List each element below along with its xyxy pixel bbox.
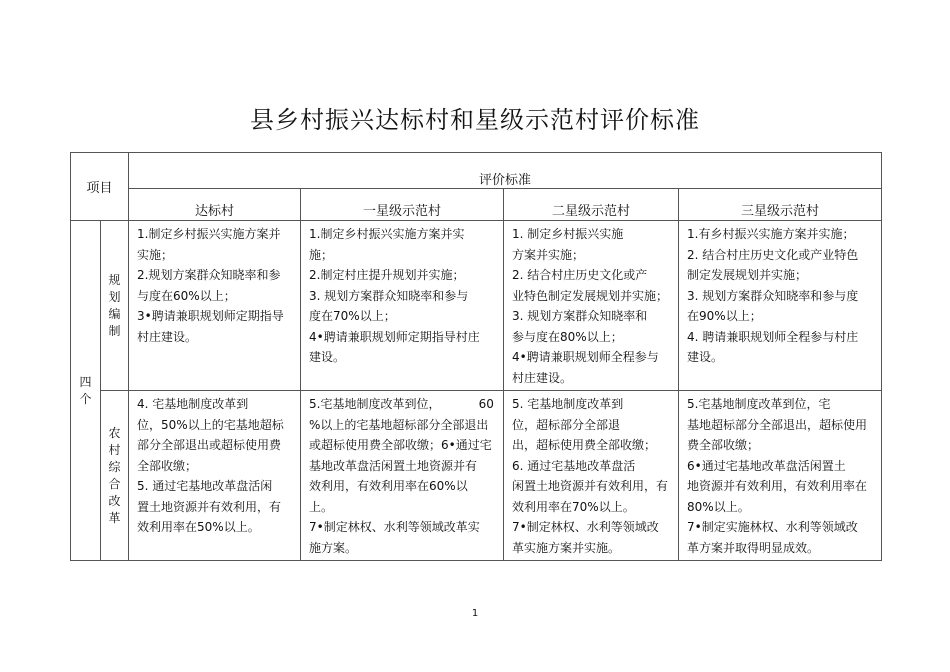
table-row: [71, 221, 882, 391]
row-label-cell: [101, 221, 129, 391]
cell-line: 4. 聘请兼职规划师全程参与村庄: [687, 329, 859, 344]
cell-line: 2.制定村庄提升规划并实施；: [309, 268, 465, 282]
cell-line: 部分全部退出或超标使用费: [137, 438, 282, 452]
cell-reform-basic: [129, 391, 301, 561]
cell-line: 80%以上。: [687, 499, 750, 514]
cell-line: 效利用率在50%以上。: [137, 520, 260, 534]
cell-line: 6•通过宅基地改革盘活闲置土: [687, 458, 846, 473]
cell-planning-two-star: [504, 221, 679, 391]
cell-line: 村庄建设。: [512, 370, 573, 385]
cell-line: 与度在60%以上；: [137, 288, 236, 303]
cell-line: 革实施方案并实施。: [512, 540, 621, 555]
cell-line: 建设。: [687, 350, 724, 364]
cell-line: 1. 制定乡村振兴实施: [512, 227, 624, 241]
cell-line: 3. 规划方案群众知晓率和: [512, 309, 648, 323]
cell-reform-one-star: [301, 391, 504, 561]
cell-reform-two-star: [504, 391, 679, 561]
cell-line: 出，超标使用费全部收缴；: [512, 438, 657, 452]
cell-line: 1.制定乡村振兴实施方案并: [137, 227, 281, 241]
group-label-cell: [71, 221, 101, 561]
cell-line: 闲置土地资源并有效利用，有: [512, 479, 669, 493]
cell-line: 2.规划方案群众知晓率和参: [137, 268, 281, 282]
cell-line: 施方案。: [309, 540, 358, 555]
table-row: [71, 391, 882, 561]
cell-line: 效利用率在70%以上。: [512, 499, 635, 514]
cell-line: 村庄建设。: [137, 329, 198, 344]
cell-line: 4•聘请兼职规划师全程参与: [512, 350, 659, 364]
cell-line: 3•聘请兼职规划师定期指导: [137, 309, 284, 323]
cell-line: 效利用，有效利用率在60%以: [309, 479, 468, 493]
row-label-planning: 规划编制: [108, 272, 121, 338]
cell-line: 施；: [309, 247, 334, 262]
cell-line: 2. 结合村庄历史文化或产: [512, 268, 648, 282]
row-label-cell: [101, 391, 129, 561]
header-level-one-star: 一星级示范村: [301, 189, 504, 221]
cell-line: 位，超标部分全部退: [512, 417, 621, 432]
header-standard: 评价标准: [129, 153, 882, 189]
cell-line: 5.宅基地制度改革到位，宅: [687, 397, 831, 411]
cell-line: 5.宅基地制度改革到位， 60: [309, 397, 494, 411]
table-level-row: [71, 189, 882, 221]
header-level-two-star: 二星级示范村: [504, 189, 679, 221]
cell-line: 7•制定林权、水利等领域改: [512, 520, 659, 534]
cell-line: 参与度在80%以上；: [512, 329, 623, 344]
cell-line: 6. 通过宅基地改革盘活: [512, 458, 636, 473]
cell-line: 基地超标部分全部退出，超标使用: [687, 417, 868, 432]
cell-line: 7•制定实施林权、水利等领域改: [687, 520, 858, 534]
cell-line: 在90%以上；: [687, 309, 762, 323]
header-level-basic: 达标村: [129, 189, 301, 221]
cell-line: 5. 宅基地制度改革到: [512, 397, 624, 411]
table-header-row: [71, 153, 882, 189]
cell-reform-three-star: [679, 391, 882, 561]
cell-planning-basic: [129, 221, 301, 391]
cell-line: 上。: [309, 499, 334, 514]
cell-line: 度在70%以上；: [309, 309, 396, 323]
cell-line: 2. 结合村庄历史文化或产业特色: [687, 247, 859, 262]
header-item: 项目: [71, 153, 129, 221]
cell-planning-three-star: [679, 221, 882, 391]
cell-line: 置土地资源并有效利用，有: [137, 499, 282, 514]
cell-line: 基地改革盘活闲置土地资源并有: [309, 458, 478, 473]
cell-planning-one-star: [301, 221, 504, 391]
row-label-reform: 农村综合改革: [108, 425, 121, 525]
cell-line: 建设。: [309, 350, 346, 364]
cell-line: 1.制定乡村振兴实施方案并实: [309, 227, 465, 241]
document-title: 县乡村振兴达标村和星级示范村评价标准: [250, 106, 700, 134]
cell-line: %以上的宅基地超标部分全部退出: [309, 417, 489, 432]
evaluation-standards-table: [70, 152, 882, 561]
header-level-three-star: 三星级示范村: [679, 189, 882, 221]
cell-line: 全部收缴；: [137, 458, 198, 473]
cell-line: 3. 规划方案群众知晓率和参与度: [687, 288, 859, 303]
cell-line: 7•制定林权、水利等领域改革实: [309, 520, 480, 534]
cell-line: 1.有乡村振兴实施方案并实施；: [687, 227, 855, 241]
cell-line: 或超标使用费全部收缴；6•通过宅: [309, 438, 492, 452]
page-number: 1: [471, 608, 479, 619]
cell-line: 位，50%以上的宅基地超标: [137, 417, 284, 432]
cell-line: 地资源并有效利用，有效利用率在: [687, 479, 868, 493]
cell-line: 4•聘请兼职规划师定期指导村庄: [309, 329, 480, 344]
cell-line: 方案并实施；: [512, 247, 585, 262]
cell-line: 实施；: [137, 247, 174, 262]
group-label: 四个: [79, 374, 92, 406]
cell-line: 制定发展规划并实施；: [687, 268, 808, 282]
cell-line: 革方案并取得明显成效。: [687, 540, 820, 555]
cell-line: 4. 宅基地制度改革到: [137, 397, 249, 411]
cell-line: 3. 规划方案群众知晓率和参与: [309, 288, 469, 303]
cell-line: 业特色制定发展规划并实施；: [512, 288, 669, 303]
cell-line: 费全部收缴；: [687, 438, 760, 452]
cell-line: 5. 通过宅基地改革盘活闲: [137, 479, 273, 493]
